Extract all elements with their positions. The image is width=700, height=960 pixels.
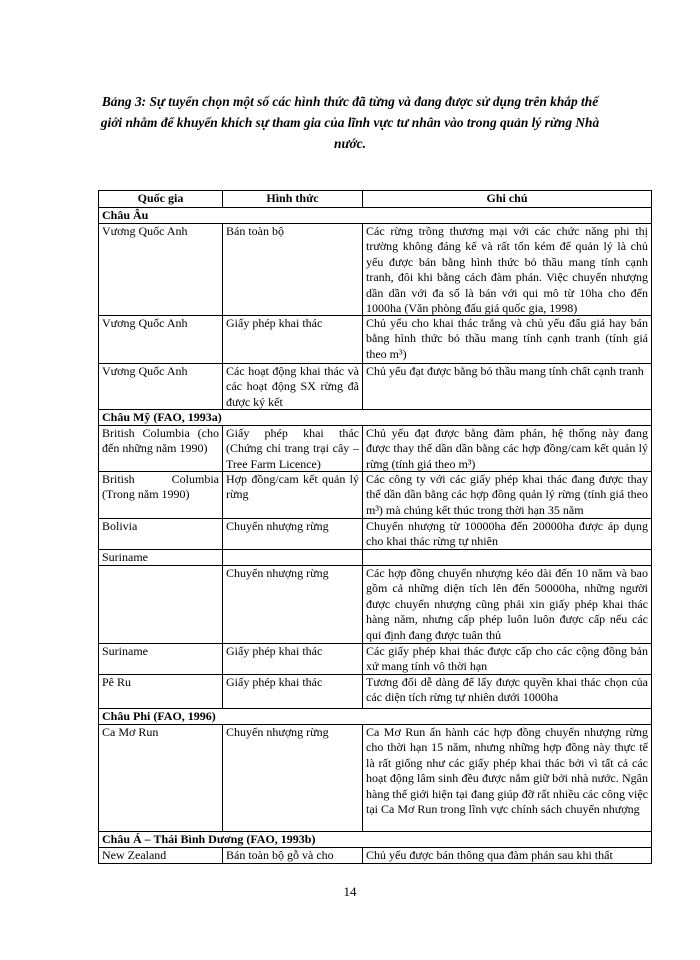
- table-row: [99, 725, 652, 832]
- country-cell-text: Vương Quốc Anh: [102, 364, 188, 378]
- note-cell-text: Chủ yếu được bán thông qua đàm phán sau khi thất: [366, 848, 613, 862]
- form-cell: [223, 316, 363, 364]
- country-cell: [99, 472, 223, 519]
- country-cell-text: Pê Ru: [102, 675, 132, 689]
- form-cell-text: Chuyển nhượng rừng: [226, 566, 329, 580]
- table-header-row: [99, 191, 652, 208]
- table-row: [99, 472, 652, 519]
- form-cell: [223, 519, 363, 550]
- note-cell: [363, 472, 652, 519]
- note-cell-text: Các công ty với các giấy phép khai thác đang được thay thế dần dần bằng các hợp đồng quản lý rừng (tính giá theo m³) mà chúng kết thúc trong thời hạn 35 năm: [366, 472, 648, 517]
- country-cell-text: Bolivia: [102, 519, 138, 533]
- form-cell-text: Hợp đồng/cam kết quản lý rừng: [226, 472, 359, 502]
- country-cell: [99, 644, 223, 675]
- form-cell: [223, 224, 363, 316]
- country-cell: [99, 848, 223, 864]
- table-row: [99, 224, 652, 316]
- section-row: [99, 709, 652, 725]
- form-cell-text: Giấy phép khai thác: [226, 316, 323, 330]
- section-label-text: Châu Mỹ (FAO, 1993a): [102, 410, 222, 424]
- note-cell-text: Các rừng trồng thương mại với các chức năng phi thị trường không đáng kể và rất tốn kém để quản lý là chủ yếu được bán bằng hình thức bỏ thầu mang tính cạnh tranh, đôi khi bằng cách đàm phán. Việc chuyển nhượng dần dần với đa số là bán với qui mô từ 10ha cho đến 1000ha (Văn phòng đấu giá quốc gia, 1998): [366, 224, 648, 315]
- section-row: [99, 832, 652, 848]
- table-row: [99, 675, 652, 709]
- note-cell: [363, 848, 652, 864]
- column-header-text: Quốc gia: [137, 191, 184, 205]
- note-cell: [363, 725, 652, 832]
- country-cell-text: Ca Mơ Run: [102, 725, 159, 739]
- note-cell: [363, 364, 652, 410]
- country-cell: [99, 519, 223, 550]
- table-row: [99, 644, 652, 675]
- note-cell: [363, 316, 652, 364]
- form-cell-text: Giấy phép khai thác: [226, 675, 323, 689]
- country-cell-text: Suriname: [102, 550, 148, 564]
- section-label-text: Châu Phi (FAO, 1996): [102, 709, 216, 723]
- country-cell: [99, 725, 223, 832]
- country-cell-text: Vương Quốc Anh: [102, 224, 188, 238]
- section-label: [99, 709, 652, 725]
- form-cell-text: Chuyển nhượng rừng: [226, 725, 329, 739]
- form-cell: [223, 848, 363, 864]
- column-header-text: Hình thức: [266, 191, 319, 205]
- note-cell: [363, 224, 652, 316]
- form-cell-text: Bán toàn bộ: [226, 224, 284, 238]
- section-row: [99, 208, 652, 224]
- form-cell: [223, 426, 363, 472]
- form-cell-text: Các hoạt động khai thác và các hoạt động SX rừng đã được ký kết: [226, 364, 359, 409]
- form-cell-text: Chuyển nhượng rừng: [226, 519, 329, 533]
- country-cell-text: Vương Quốc Anh: [102, 316, 188, 330]
- table-row: [99, 566, 652, 644]
- section-label-text: Châu Âu: [102, 208, 149, 222]
- note-cell-text: Ca Mơ Run ấn hành các hợp đồng chuyển nhượng rừng cho thời hạn 15 năm, nhưng những hợp đồng này thực tế là rất giống như các giấy phép khai thác bởi vì tất cả các hoạt động lâm sinh đều được nắm giữ bởi nhà nước. Ngân hàng thế giới hiện tại đang giúp đỡ rất nhiều các công việc tại Ca Mơ Run trong lĩnh vực chính sách chuyển nhượng: [366, 725, 648, 817]
- country-cell: [99, 426, 223, 472]
- column-header: [223, 191, 363, 208]
- note-cell: [363, 566, 652, 644]
- form-cell: [223, 472, 363, 519]
- form-cell: [223, 644, 363, 675]
- section-label: [99, 410, 652, 426]
- note-cell-text: Chủ yếu cho khai thác trắng và chủ yếu đấu giá hay bán bằng hình thức bỏ thầu mang tính cạnh tranh (tính giá theo m³): [366, 316, 648, 361]
- country-cell: [99, 566, 223, 644]
- table-row: [99, 550, 652, 566]
- note-cell: [363, 426, 652, 472]
- country-cell: [99, 550, 223, 566]
- form-cell-text: [226, 550, 359, 565]
- country-cell: [99, 316, 223, 364]
- form-cell: [223, 725, 363, 832]
- form-cell-text: Giấy phép khai thác: [226, 644, 323, 658]
- country-cell-text: British Columbia (Trong năm 1990): [102, 472, 219, 502]
- section-label-text: Châu Á – Thái Bình Dương (FAO, 1993b): [102, 832, 316, 846]
- country-cell: [99, 364, 223, 410]
- forest-policy-table: [98, 190, 652, 864]
- country-cell-text: British Columbia (cho đến những năm 1990): [102, 426, 219, 456]
- country-cell: [99, 224, 223, 316]
- country-cell-text: New Zealand: [102, 848, 167, 862]
- note-cell: [363, 644, 652, 675]
- note-cell: [363, 550, 652, 566]
- table-row: [99, 364, 652, 410]
- section-row: [99, 410, 652, 426]
- note-cell-text: Các hợp đồng chuyển nhượng kéo dài đến 10 năm và bao gồm cả những diện tích lên đến 50000ha, những người được chuyển nhượng cũng phải xin giấy phép khai thác hàng năm, nhưng cấp phép luôn luôn được cấp nếu các qui định đang được tuân thủ: [366, 566, 648, 642]
- note-cell-text: [366, 550, 648, 565]
- note-cell-text: Chủ yếu đạt được bằng bỏ thầu mang tính chất cạnh tranh: [366, 364, 644, 378]
- section-label: [99, 832, 652, 848]
- country-cell-text: Suriname: [102, 644, 148, 658]
- form-cell: [223, 550, 363, 566]
- section-label: [99, 208, 652, 224]
- country-cell-text: [102, 566, 219, 643]
- note-cell-text: Chủ yếu đạt được bằng đàm phán, hệ thống này đang được thay thế dần dần bằng các hợp đồng/cam kết quản lý rừng (tính giá theo m³): [366, 426, 648, 471]
- form-cell: [223, 364, 363, 410]
- note-cell: [363, 675, 652, 709]
- note-cell-text: Các giấy phép khai thác được cấp cho các cộng đồng bản xứ mang tính vô thời hạn: [366, 644, 648, 674]
- form-cell: [223, 675, 363, 709]
- column-header: [99, 191, 223, 208]
- table-row: [99, 426, 652, 472]
- form-cell-text: Bán toàn bộ gỗ và cho: [226, 848, 334, 862]
- column-header: [363, 191, 652, 208]
- page-number: 14: [343, 884, 357, 899]
- form-cell-text: Giấy phép khai thác (Chứng chỉ trang trại cây – Tree Farm Licence): [226, 426, 359, 471]
- country-cell: [99, 675, 223, 709]
- note-cell-text: Chuyển nhượng từ 10000ha đến 20000ha được áp dụng cho khai thác rừng tự nhiên: [366, 519, 648, 549]
- note-cell: [363, 519, 652, 550]
- form-cell: [223, 566, 363, 644]
- table-caption: Bảng 3: Sự tuyển chọn một số các hình thức đã từng và đang được sử dụng trên khắp thế giới nhằm để khuyến khích sự tham gia của lĩnh vực tư nhân vào trong quản lý rừng Nhà nước.: [100, 94, 600, 151]
- column-header-text: Ghi chú: [486, 191, 528, 205]
- table-row: [99, 316, 652, 364]
- table-row: [99, 519, 652, 550]
- note-cell-text: Tương đối dễ dàng để lấy được quyền khai thác chọn của các diện tích rừng tự nhiên dưới 1000ha: [366, 675, 648, 705]
- table-row: [99, 848, 652, 864]
